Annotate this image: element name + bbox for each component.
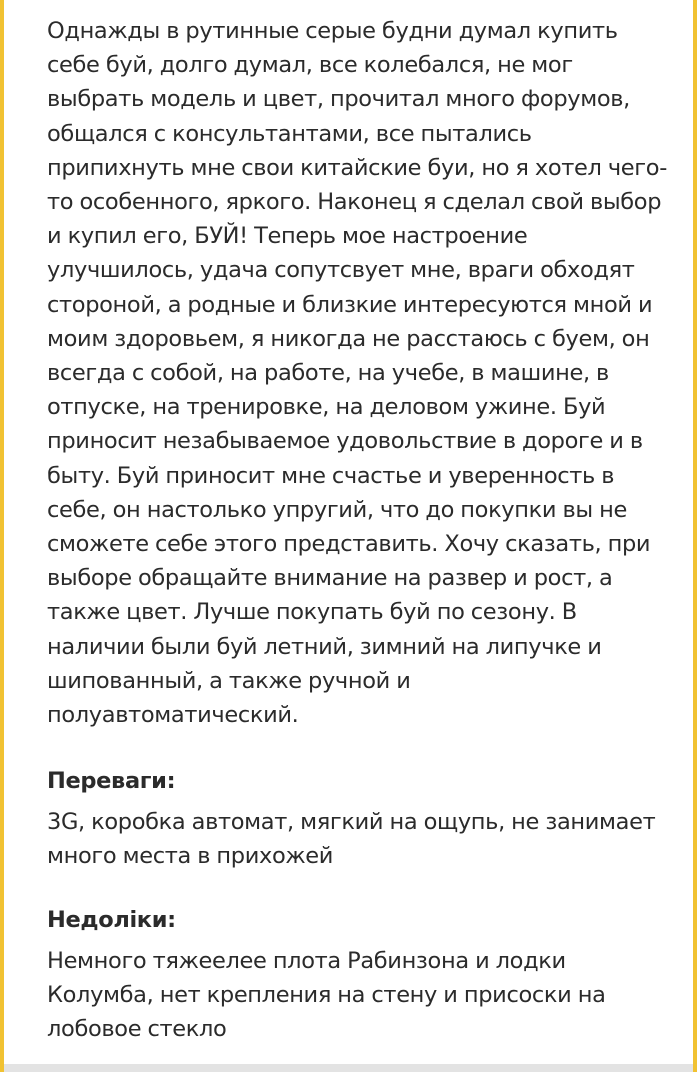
cons-text: Немного тяжеелее плота Рабинзона и лодки Колумба, нет крепления на стену и присоски на лобовое стекло (47, 948, 606, 1043)
cons-heading: Недоліки: (47, 907, 176, 933)
review-body-text: Однажды в рутинные серые будни думал купить себе буй, долго думал, все колебался, не мог выбрать модель и цвет, прочитал много форумов, общался с консультантами, все пытались припихнуть мне свои китайские буи, но я хотел чего-то особенного, яркого. Наконец я сделал свой выбор и купил его, БУЙ! Теперь мое настроение улучшилось, удача сопутсвует мне, враги обходят стороной, а родные и близкие интересуются мной и моим здоровьем, я никогда не расстаюсь с буем, он всегда с собой, на работе, на учебе, в машине, в отпуске, на тренировке, на деловом ужине. Буй приносит незабываемое удовольствие в дороге и в быту. Буй приносит мне счастье и уверенность в себе, он настолько упругий, что до покупки вы не сможете себе этого представить. Хочу сказать, при выборе обращайте внимание на развер и рост, а также цвет. Лучше покупать буй по сезону. В наличии были буй летний, зимний на липучке и шипованный, а также ручной и полуавтоматический. (47, 18, 667, 729)
pros-text: 3G, коробка автомат, мягкий на ощупь, не занимает много места в прихожей (47, 809, 656, 870)
card-bottom-divider (4, 1064, 693, 1072)
pros-heading: Переваги: (47, 768, 176, 794)
